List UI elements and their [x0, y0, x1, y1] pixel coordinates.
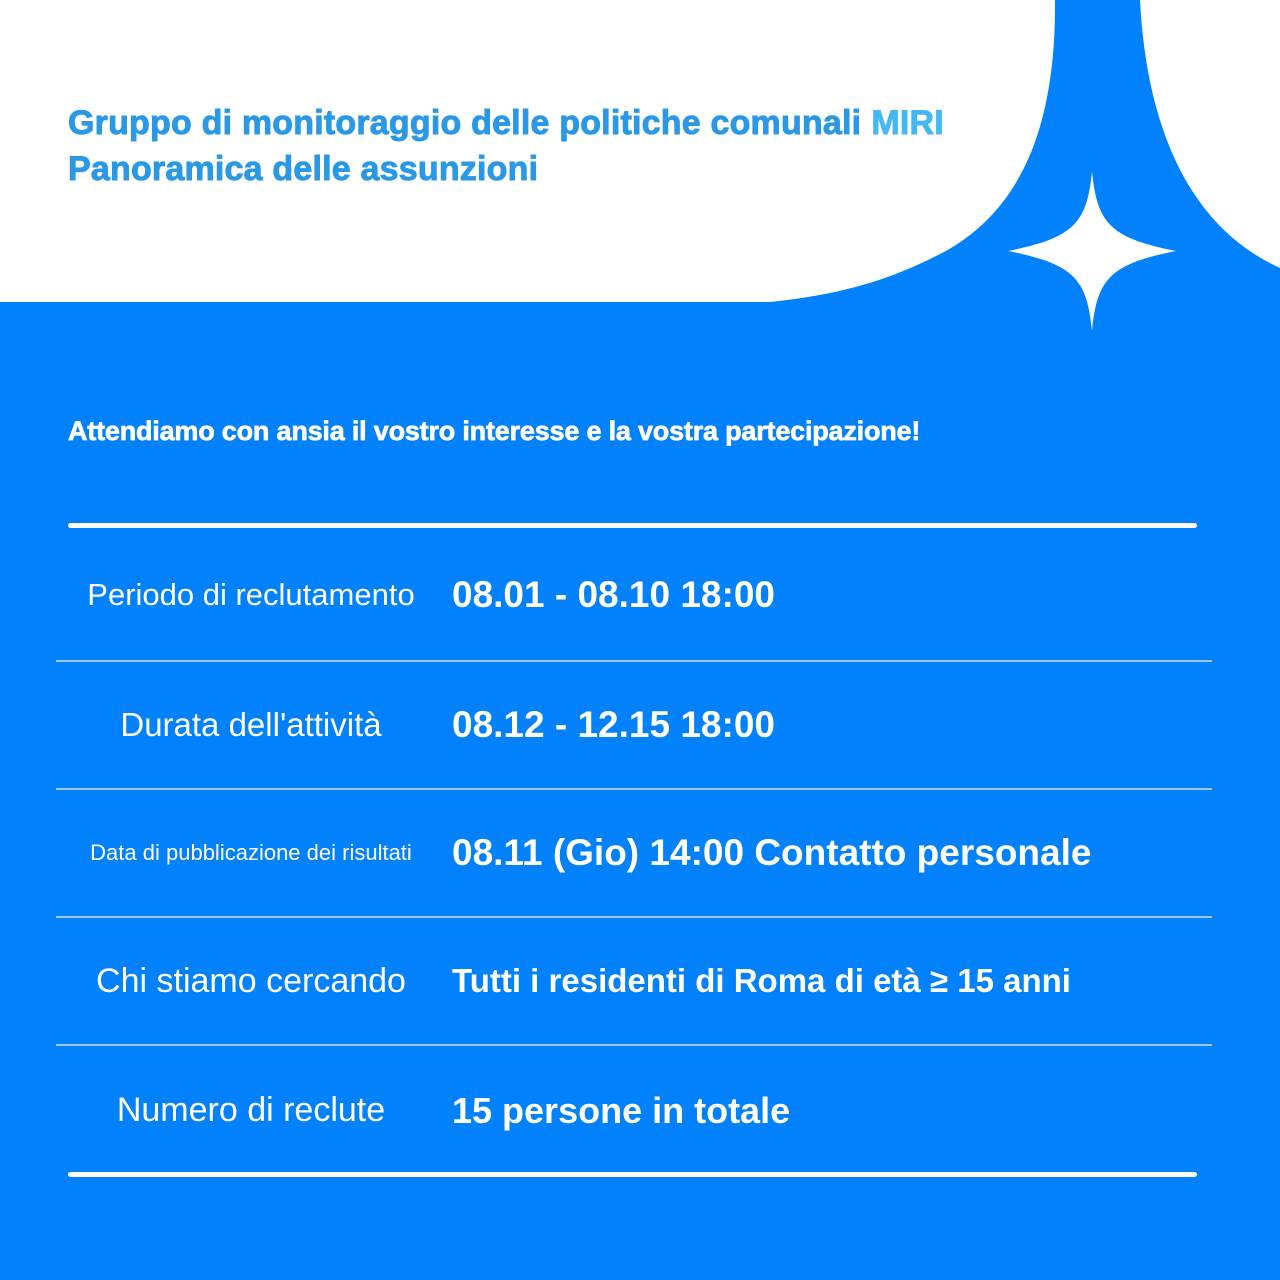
title-line-2: Panoramica delle assunzioni	[68, 150, 539, 188]
row-label-chi: Chi stiamo cercando	[96, 961, 406, 1000]
title-miri-highlight: MIRI	[871, 104, 944, 142]
table-row	[56, 662, 1212, 790]
table-row	[56, 790, 1212, 918]
table-row	[56, 529, 1212, 662]
bottom-divider	[68, 1172, 1197, 1177]
row-label-numero: Numero di reclute	[116, 1091, 386, 1129]
intro-headline: Attendiamo con ansia il vostro interesse e la vostra partecipazione!	[68, 416, 921, 446]
table-row	[56, 1046, 1212, 1175]
row-value-numero: 15 persone in totale	[452, 1089, 791, 1131]
row-value-periodo: 08.01 - 08.10 18:00	[452, 573, 775, 615]
top-divider	[68, 523, 1197, 528]
row-label-pubblicazione: Data di pubblicazione dei risultati	[90, 840, 412, 865]
title-line1-text: Gruppo di monitoraggio delle politiche comunali	[68, 104, 862, 142]
row-value-durata: 08.12 - 12.15 18:00	[452, 704, 775, 745]
row-label-periodo: Periodo di reclutamento	[87, 576, 415, 612]
row-value-pubblicazione: 08.11 (Gio) 14:00 Contatto personale	[452, 832, 1092, 873]
page-title	[68, 100, 944, 192]
row-label-durata: Durata dell'attività	[120, 706, 382, 743]
row-value-chi: Tutti i residenti di Roma di età ≥ 15 anni	[452, 962, 1071, 999]
table-row	[56, 918, 1212, 1046]
details-table	[0, 529, 1280, 1175]
title-line-1	[68, 100, 944, 146]
